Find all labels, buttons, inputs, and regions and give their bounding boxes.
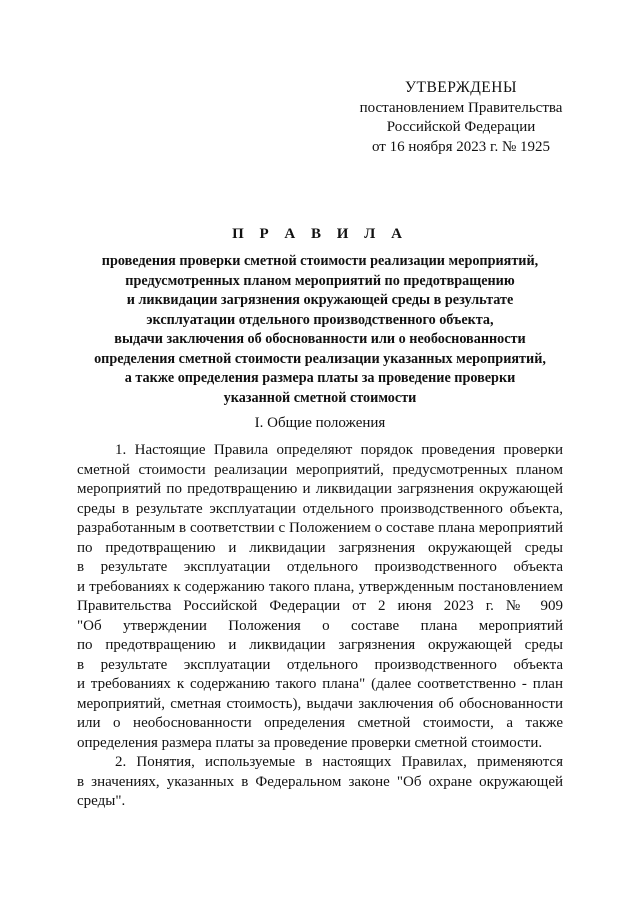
paragraph-line: мероприятий по предотвращению и ликвидации загрязнения окружающей xyxy=(77,481,563,497)
subtitle-line: предусмотренных планом мероприятий по предотвращению xyxy=(125,272,515,289)
paragraph-line: по предотвращению и ликвидации загрязнения окружающей среды xyxy=(77,637,563,653)
paragraph-line: определения размера платы за проведение проверки сметной стоимости. xyxy=(77,734,543,751)
paragraph-line: и требованиях к содержанию такого плана, утвержденным постановлением xyxy=(77,578,563,595)
subtitle-line: определения сметной стоимости реализации указанных мероприятий, xyxy=(94,350,546,367)
approval-block xyxy=(330,78,592,157)
paragraph-line: или о необоснованности определения сметной стоимости, а также xyxy=(77,715,563,731)
paragraph-line: Правительства Российской Федерации от 2 июня 2023 г. № 909 xyxy=(77,598,563,614)
paragraph-line: мероприятий, сметная стоимость), выдачи заключения об обоснованности xyxy=(77,695,563,712)
paragraph-line: в результате эксплуатации отдельного производственного объекта xyxy=(77,656,563,673)
paragraph-line: в результате эксплуатации отдельного производственного объекта xyxy=(77,559,563,575)
approval-line-2: Российской Федерации xyxy=(386,119,536,135)
subtitle-line: эксплуатации отдельного производственного объекта, xyxy=(146,311,494,328)
paragraph-line: среды в результате эксплуатации отдельного производственного объекта, xyxy=(77,500,563,517)
paragraph-line: "Об утверждении Положения о составе плана мероприятий xyxy=(77,617,563,634)
paragraph-line: сметной стоимости реализации мероприятий, предусмотренных планом xyxy=(77,461,563,478)
paragraph-line: среды". xyxy=(77,793,126,809)
paragraph-line: разработанным в соответствии с Положением о составе плана мероприятий xyxy=(77,520,563,536)
body-text xyxy=(77,441,563,812)
paragraph-line: в значениях, указанных в Федеральном законе "Об охране окружающей xyxy=(77,773,563,790)
subtitle-line: и ликвидации загрязнения окружающей среды в результате xyxy=(126,292,514,308)
approval-line-3: от 16 ноября 2023 г. № 1925 xyxy=(371,138,551,155)
paragraph-line: по предотвращению и ликвидации загрязнения окружающей среды xyxy=(77,539,563,556)
document-title: П Р А В И Л А xyxy=(232,226,408,242)
paragraph-line: 2. Понятия, используемые в настоящих Правилах, применяются xyxy=(115,754,563,770)
paragraph-1 xyxy=(77,441,563,753)
document-subtitle xyxy=(64,252,576,408)
approval-line-1: постановлением Правительства xyxy=(359,99,563,116)
subtitle-line: указанной сметной стоимости xyxy=(223,389,417,406)
subtitle-line: а также определения размера платы за проведение проверки xyxy=(124,370,516,386)
subtitle-line: выдачи заключения об обоснованности или о необоснованности xyxy=(114,331,526,347)
paragraph-line: и требованиях к содержанию такого плана" (далее соответственно - план xyxy=(77,676,563,692)
paragraph-line: 1. Настоящие Правила определяют порядок проведения проверки xyxy=(115,442,563,458)
subtitle-line: проведения проверки сметной стоимости реализации мероприятий, xyxy=(101,253,539,269)
approval-heading: УТВЕРЖДЕНЫ xyxy=(405,79,517,96)
paragraph-2 xyxy=(77,753,563,812)
section-heading: I. Общие положения xyxy=(254,415,386,431)
